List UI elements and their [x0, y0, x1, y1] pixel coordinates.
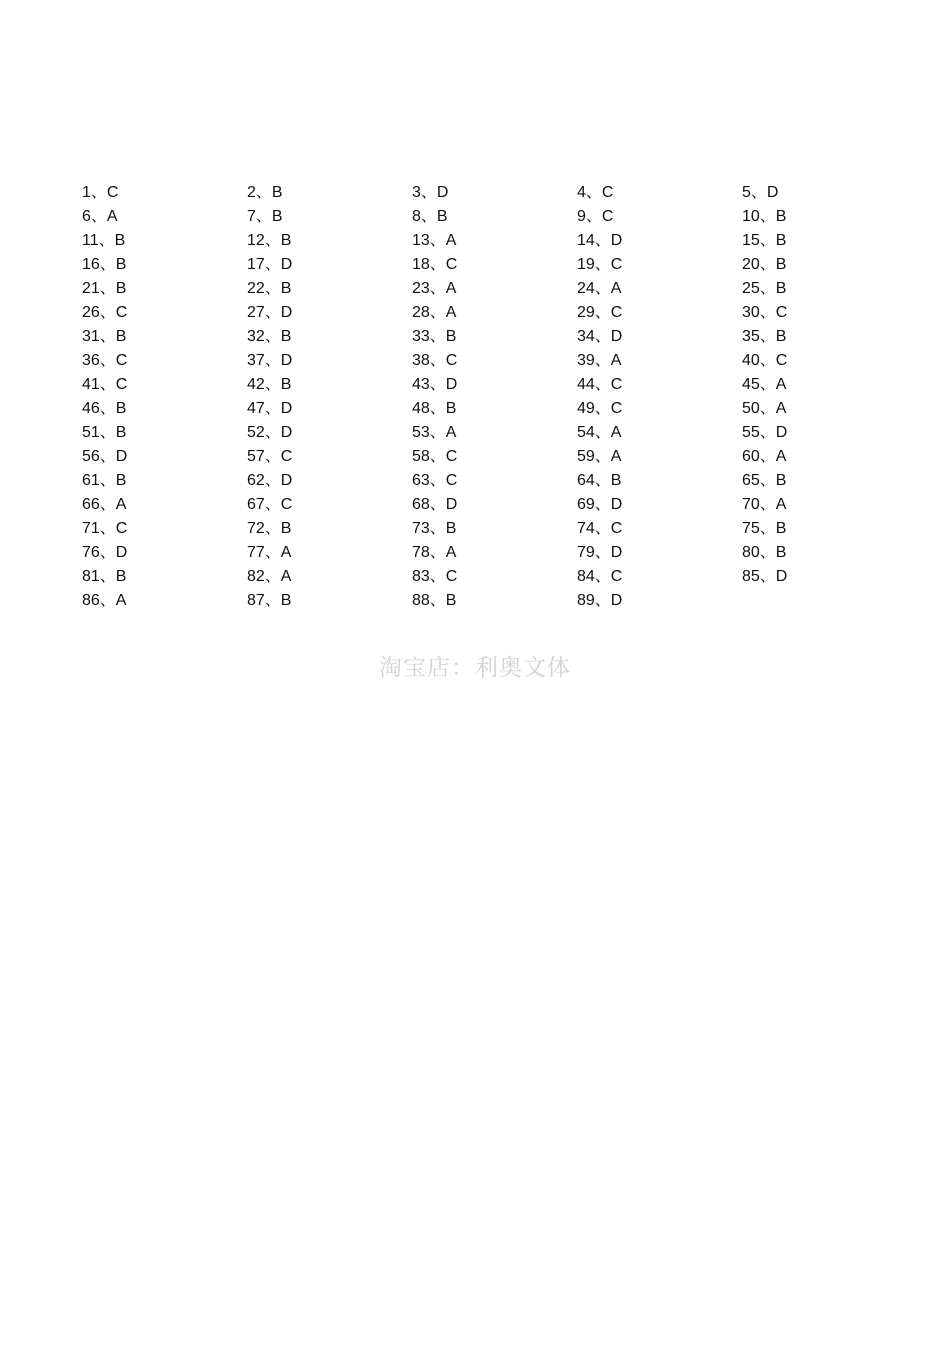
answer-item: 82、A — [247, 568, 292, 585]
answer-item: 51、B — [82, 424, 127, 441]
answer-item: 11、B — [82, 232, 126, 249]
answer-item: 56、D — [82, 448, 128, 465]
answer-item: 47、D — [247, 400, 293, 417]
answer-item: 76、D — [82, 544, 128, 561]
answer-item: 73、B — [412, 520, 457, 537]
answer-item: 32、B — [247, 328, 292, 345]
answer-item: 52、D — [247, 424, 293, 441]
answer-item: 28、A — [412, 304, 457, 321]
answer-item: 22、B — [247, 280, 292, 297]
answer-item: 19、C — [577, 256, 623, 273]
answer-item: 86、A — [82, 592, 127, 609]
answer-item: 39、A — [577, 352, 622, 369]
answer-item: 1、C — [82, 184, 119, 201]
answer-item: 3、D — [412, 184, 449, 201]
answer-item: 88、B — [412, 592, 457, 609]
answer-item: 21、B — [82, 280, 127, 297]
answer-item: 65、B — [742, 472, 787, 489]
answer-item: 48、B — [412, 400, 457, 417]
answer-item: 58、C — [412, 448, 458, 465]
answer-item: 68、D — [412, 496, 458, 513]
answer-item: 77、A — [247, 544, 292, 561]
answer-item: 70、A — [742, 496, 787, 513]
answer-item: 9、C — [577, 208, 614, 225]
answer-item: 27、D — [247, 304, 293, 321]
answer-item: 38、C — [412, 352, 458, 369]
answer-item: 24、A — [577, 280, 622, 297]
answer-key-grid — [82, 181, 912, 613]
answer-item: 79、D — [577, 544, 623, 561]
answer-item: 2、B — [247, 184, 283, 201]
answer-item: 78、A — [412, 544, 457, 561]
answer-item: 66、A — [82, 496, 127, 513]
shop-watermark: 淘宝店：利奥文体 — [379, 655, 571, 681]
answer-item: 43、D — [412, 376, 458, 393]
answer-item: 46、B — [82, 400, 127, 417]
answer-item: 69、D — [577, 496, 623, 513]
answer-item: 61、B — [82, 472, 127, 489]
answer-item: 41、C — [82, 376, 128, 393]
answer-item: 26、C — [82, 304, 128, 321]
answer-item: 13、A — [412, 232, 457, 249]
answer-item: 18、C — [412, 256, 458, 273]
answer-item: 49、C — [577, 400, 623, 417]
answer-item: 87、B — [247, 592, 292, 609]
answer-item: 50、A — [742, 400, 787, 417]
answer-item: 74、C — [577, 520, 623, 537]
answer-item: 45、A — [742, 376, 787, 393]
answer-item: 44、C — [577, 376, 623, 393]
answer-item: 30、C — [742, 304, 788, 321]
answer-item: 71、C — [82, 520, 128, 537]
answer-item: 6、A — [82, 208, 118, 225]
answer-item: 16、B — [82, 256, 127, 273]
answer-item: 54、A — [577, 424, 622, 441]
answer-item: 80、B — [742, 544, 787, 561]
answer-item: 8、B — [412, 208, 448, 225]
answer-item: 83、C — [412, 568, 458, 585]
answer-item: 20、B — [742, 256, 787, 273]
answer-item: 17、D — [247, 256, 293, 273]
answer-item: 40、C — [742, 352, 788, 369]
answer-item: 4、C — [577, 184, 614, 201]
answer-item: 89、D — [577, 592, 623, 609]
answer-item: 36、C — [82, 352, 128, 369]
answer-item: 12、B — [247, 232, 292, 249]
answer-item: 84、C — [577, 568, 623, 585]
answer-item: 62、D — [247, 472, 293, 489]
answer-item: 31、B — [82, 328, 127, 345]
answer-item: 57、C — [247, 448, 293, 465]
answer-item: 63、C — [412, 472, 458, 489]
answer-item: 85、D — [742, 568, 788, 585]
answer-item: 53、A — [412, 424, 457, 441]
answer-item: 7、B — [247, 208, 283, 225]
answer-item: 55、D — [742, 424, 788, 441]
answer-item: 60、A — [742, 448, 787, 465]
answer-item: 25、B — [742, 280, 787, 297]
answer-item: 5、D — [742, 184, 779, 201]
answer-item: 72、B — [247, 520, 292, 537]
answer-item: 10、B — [742, 208, 787, 225]
answer-item: 37、D — [247, 352, 293, 369]
answer-item: 75、B — [742, 520, 787, 537]
answer-item: 59、A — [577, 448, 622, 465]
answer-item: 42、B — [247, 376, 292, 393]
answer-item: 35、B — [742, 328, 787, 345]
answer-item: 14、D — [577, 232, 623, 249]
answer-item: 33、B — [412, 328, 457, 345]
answer-item: 15、B — [742, 232, 787, 249]
answer-item: 29、C — [577, 304, 623, 321]
answer-item: 34、D — [577, 328, 623, 345]
answer-item: 81、B — [82, 568, 127, 585]
answer-item: 67、C — [247, 496, 293, 513]
answer-item: 64、B — [577, 472, 622, 489]
answer-item: 23、A — [412, 280, 457, 297]
